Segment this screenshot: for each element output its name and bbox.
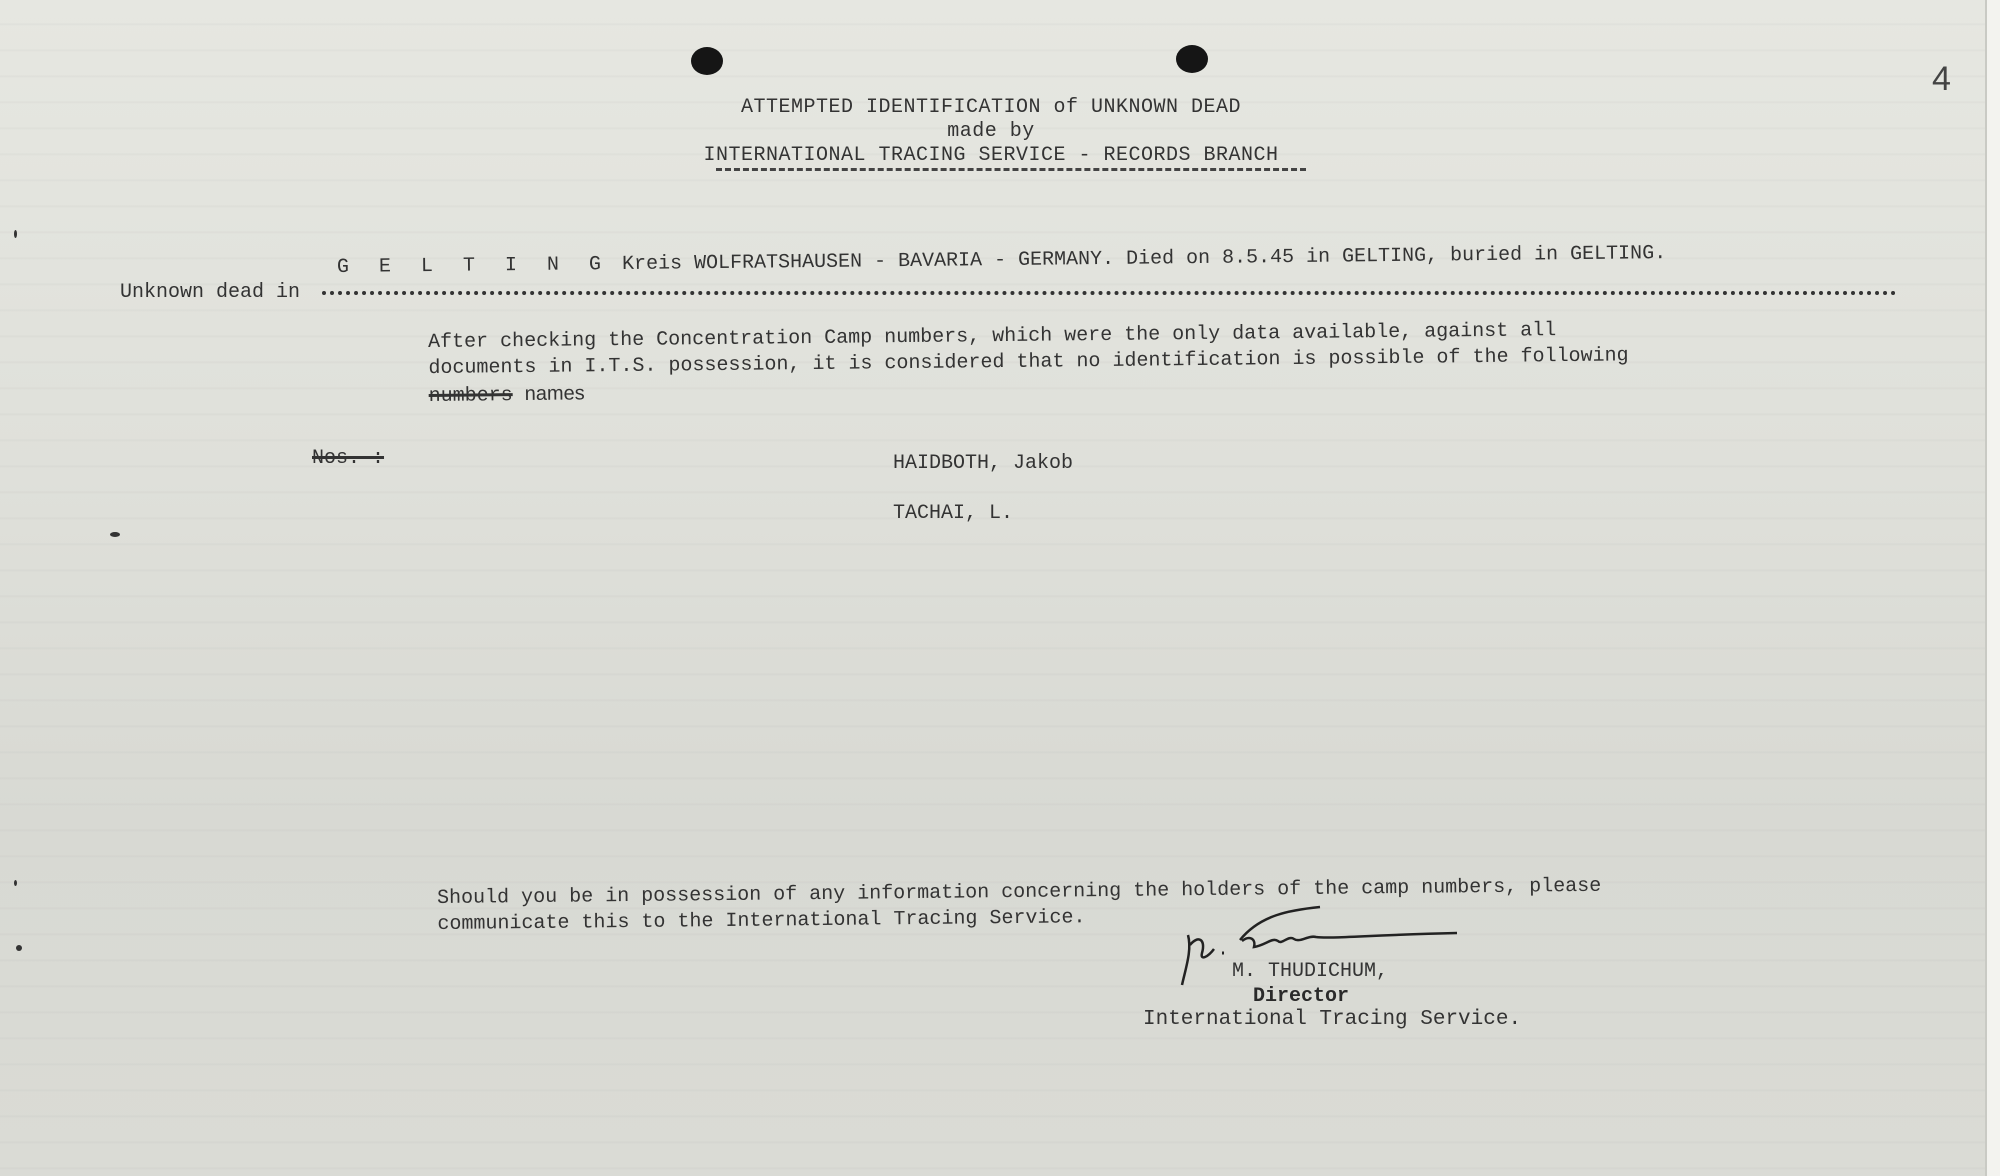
footer-note: Should you be in possession of any information concerning the holders of the camp numbers, please communicate this to the International Tracing Service. [437, 874, 1602, 936]
name-entry-1: HAIDBOTH, Jakob [893, 452, 1074, 475]
header-organization: INTERNATIONAL TRACING SERVICE - RECORDS BRANCH [703, 144, 1279, 167]
punch-hole-right [1176, 45, 1208, 73]
page-edge [1985, 0, 2000, 1176]
ink-speck [110, 532, 120, 537]
replacement-word: names [524, 382, 585, 405]
unknown-dead-label: Unknown dead in [120, 281, 301, 304]
header-subtitle: made by [947, 120, 1035, 143]
dotted-fill-line [322, 283, 1897, 295]
name-entry-2: TACHAI, L. [893, 502, 1014, 525]
signatory-organization: International Tracing Service. [1143, 1008, 1522, 1031]
header-underline [716, 168, 1306, 171]
signatory-name: M. THUDICHUM, [1232, 960, 1389, 983]
signatory-title: Director [1253, 985, 1350, 1008]
place-details: Kreis WOLFRATSHAUSEN - BAVARIA - GERMANY. Died on 8.5.45 in GELTING, buried in GELTING. [621, 242, 1667, 277]
header-title: ATTEMPTED IDENTIFICATION of UNKNOWN DEAD [740, 96, 1242, 119]
page-number: 4 [1932, 60, 1951, 98]
place-name: G E L T I N G [336, 253, 611, 279]
ink-speck [16, 945, 22, 951]
statement-text: After checking the Concentration Camp numbers, which were the only data available, against all documents in I.T.S. possession, it is considered that no identification is possible of the following [428, 319, 1629, 380]
nos-label: Nos. : [312, 447, 385, 470]
location-line [337, 242, 1666, 279]
statement-paragraph [428, 317, 1669, 410]
struck-word: numbers [428, 384, 513, 408]
punch-hole-left [691, 47, 723, 75]
ink-speck [14, 230, 17, 238]
ink-speck [14, 880, 17, 886]
